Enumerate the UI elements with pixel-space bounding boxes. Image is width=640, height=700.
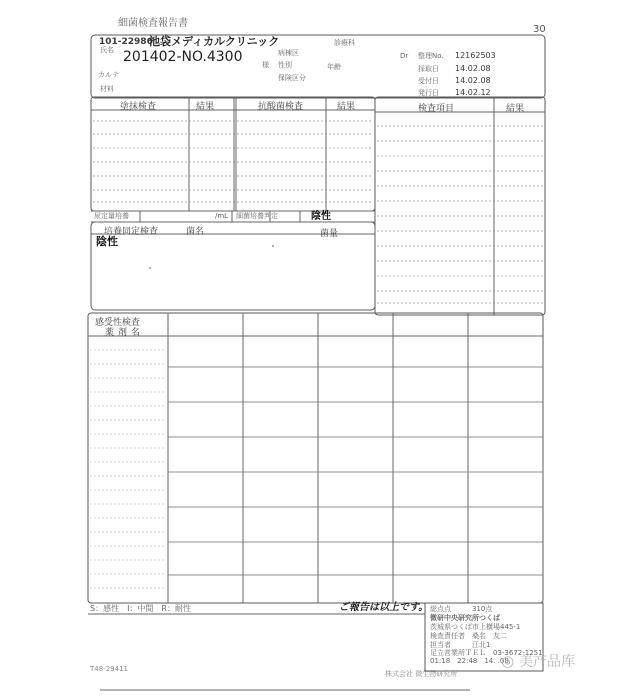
culture-result: 陰性 (96, 235, 118, 248)
insurance-label: 保険区分 (278, 74, 306, 82)
age-label: 年齢 (327, 63, 341, 71)
meta-label: 発行日 (418, 89, 439, 97)
antigen-result-header: 結果 (337, 102, 356, 112)
end-note: ご報告は以上です。 (339, 602, 429, 613)
footer-code: T48-29411 (90, 665, 128, 673)
dept-label: 診療科 (334, 39, 355, 47)
antigen-title: 抗酸菌検査 (258, 102, 304, 112)
ward-label: 病棟区 (278, 49, 299, 57)
material-label: 材料 (100, 85, 114, 93)
lab-address: 茨城県つくば市上横場445-1 (430, 623, 521, 631)
lab-staff: 担当者 江北1 (430, 641, 491, 649)
items-result-header: 結果 (506, 104, 525, 114)
lab-timestamp: 01:18 22:48 14. .08 (430, 657, 509, 665)
items-title: 検査項目 (418, 104, 455, 114)
form-title: 細菌検査報告書 (118, 18, 188, 29)
meta-label: 受付日 (418, 77, 439, 85)
smear-result-header: 結果 (196, 102, 215, 112)
sex-label: 性別 (278, 61, 292, 69)
amount-header: 菌量 (320, 229, 339, 239)
count-unit: /mL (215, 212, 229, 220)
meta-label: 採取日 (418, 65, 439, 73)
judge-label: 細菌培養判定 (236, 212, 278, 220)
lab-office: 足立営業所ＴＥＬ 03-3672-1251 (430, 649, 543, 657)
lab-name: 微研中央研究所つくば (430, 614, 500, 622)
meta-value: 14.02.08 (455, 64, 491, 73)
meta-label: 整理No. (418, 52, 444, 60)
count-label: 尿定量培養 (94, 212, 129, 220)
sample-id: 201402-NO.4300 (123, 49, 243, 65)
lab-points: 総点点 310点 (430, 605, 493, 613)
drug-header: 薬剤名 (105, 328, 145, 338)
watermark-icon: ◎ (501, 652, 515, 670)
dr-label: Dr (400, 52, 409, 60)
karte-label: カルテ (98, 71, 119, 79)
legend: S：感性 I：中間 R：耐性 (90, 604, 191, 613)
meta-value: 12162503 (455, 51, 496, 60)
watermark: 美产品库 (519, 654, 575, 670)
judge-value: 陰性 (311, 211, 331, 222)
page-number: 30 (533, 24, 546, 35)
lab-manager: 検査責任者 桑名 友二 (430, 632, 507, 640)
meta-value: 14.02.08 (455, 76, 491, 85)
organism-header: 菌名 (186, 227, 205, 237)
patient-label: 氏名 (100, 46, 114, 54)
client-name: 池袋メディカルクリニック (149, 35, 280, 48)
susceptibility-title: 感受性検査 (95, 318, 141, 328)
meta-value: 14.02.12 (455, 88, 491, 97)
culture-title: 培養同定検査 (104, 227, 159, 237)
bed-mark: 様 (262, 61, 269, 69)
footer-note: 株式会社 微生物研究所 (385, 670, 458, 678)
client-code: 101-22986 (99, 37, 153, 47)
smear-title: 塗抹検査 (120, 102, 157, 112)
